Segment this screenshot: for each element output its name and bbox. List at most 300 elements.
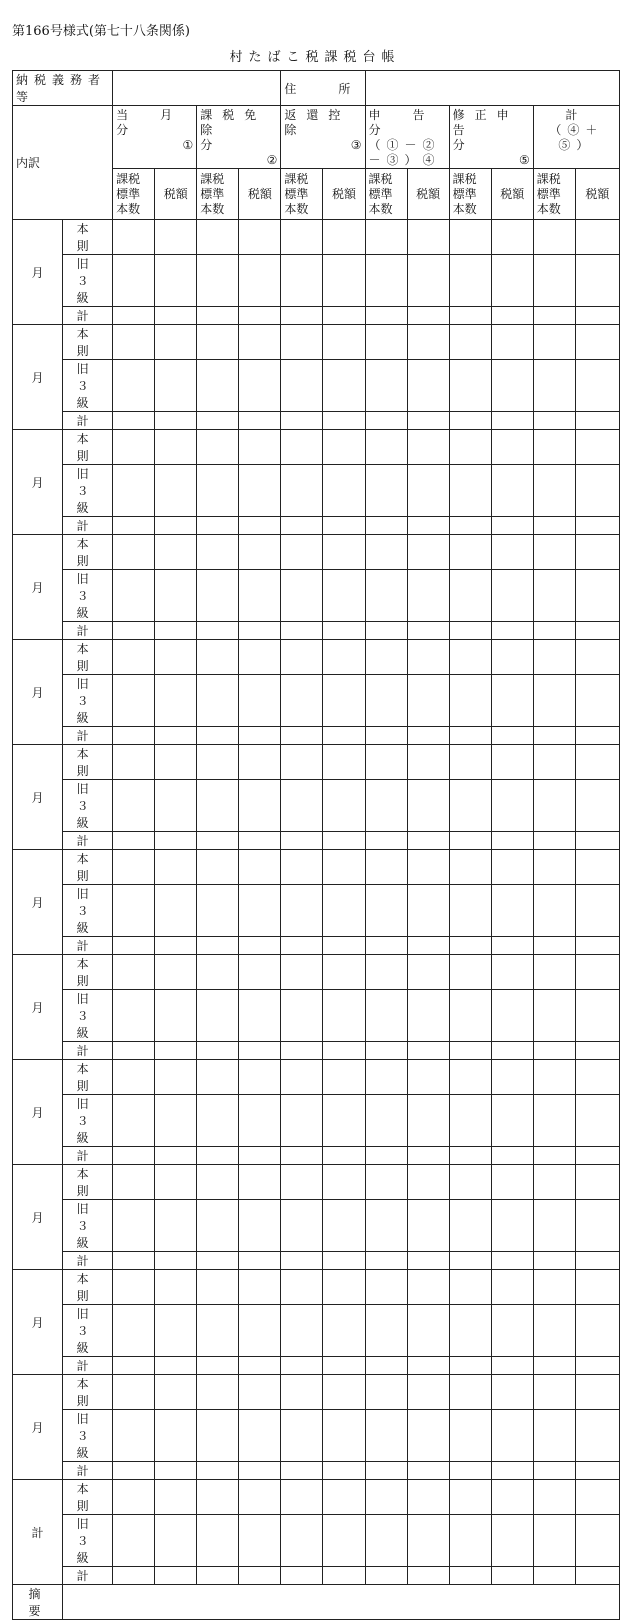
standard-count-cell[interactable] <box>113 1042 155 1060</box>
standard-count-cell[interactable] <box>449 360 491 412</box>
tax-amount-cell[interactable] <box>239 220 281 255</box>
standard-count-cell[interactable] <box>113 570 155 622</box>
standard-count-cell[interactable] <box>533 220 575 255</box>
standard-count-cell[interactable] <box>281 220 323 255</box>
tax-amount-cell[interactable] <box>407 535 449 570</box>
tax-amount-cell[interactable] <box>407 937 449 955</box>
standard-count-cell[interactable] <box>197 255 239 307</box>
tax-amount-cell[interactable] <box>323 1270 365 1305</box>
tax-amount-cell[interactable] <box>491 570 533 622</box>
standard-count-cell[interactable] <box>533 1515 575 1567</box>
tax-amount-cell[interactable] <box>575 255 619 307</box>
tax-amount-cell[interactable] <box>239 1375 281 1410</box>
tax-amount-cell[interactable] <box>491 622 533 640</box>
standard-count-cell[interactable] <box>533 745 575 780</box>
tax-amount-cell[interactable] <box>239 465 281 517</box>
standard-count-cell[interactable] <box>449 1515 491 1567</box>
standard-count-cell[interactable] <box>281 1462 323 1480</box>
standard-count-cell[interactable] <box>113 255 155 307</box>
tax-amount-cell[interactable] <box>323 1375 365 1410</box>
tax-amount-cell[interactable] <box>407 955 449 990</box>
standard-count-cell[interactable] <box>533 622 575 640</box>
tax-amount-cell[interactable] <box>155 255 197 307</box>
tax-amount-cell[interactable] <box>323 780 365 832</box>
standard-count-cell[interactable] <box>281 850 323 885</box>
standard-count-cell[interactable] <box>113 1410 155 1462</box>
tax-amount-cell[interactable] <box>155 885 197 937</box>
standard-count-cell[interactable] <box>197 1060 239 1095</box>
standard-count-cell[interactable] <box>281 832 323 850</box>
tax-amount-cell[interactable] <box>491 955 533 990</box>
standard-count-cell[interactable] <box>281 325 323 360</box>
tax-amount-cell[interactable] <box>491 1305 533 1357</box>
tax-amount-cell[interactable] <box>491 430 533 465</box>
standard-count-cell[interactable] <box>533 1462 575 1480</box>
tax-amount-cell[interactable] <box>239 622 281 640</box>
standard-count-cell[interactable] <box>365 307 407 325</box>
standard-count-cell[interactable] <box>365 570 407 622</box>
standard-count-cell[interactable] <box>533 1200 575 1252</box>
tax-amount-cell[interactable] <box>155 1270 197 1305</box>
standard-count-cell[interactable] <box>533 955 575 990</box>
tax-amount-cell[interactable] <box>575 780 619 832</box>
tax-amount-cell[interactable] <box>575 1357 619 1375</box>
tax-amount-cell[interactable] <box>155 535 197 570</box>
standard-count-cell[interactable] <box>533 307 575 325</box>
tax-amount-cell[interactable] <box>155 220 197 255</box>
tax-amount-cell[interactable] <box>575 307 619 325</box>
standard-count-cell[interactable] <box>113 1480 155 1515</box>
standard-count-cell[interactable] <box>449 307 491 325</box>
tax-amount-cell[interactable] <box>407 325 449 360</box>
tax-amount-cell[interactable] <box>575 1410 619 1462</box>
standard-count-cell[interactable] <box>281 1147 323 1165</box>
standard-count-cell[interactable] <box>113 1165 155 1200</box>
standard-count-cell[interactable] <box>281 622 323 640</box>
standard-count-cell[interactable] <box>281 1357 323 1375</box>
standard-count-cell[interactable] <box>281 1567 323 1585</box>
standard-count-cell[interactable] <box>365 220 407 255</box>
standard-count-cell[interactable] <box>113 885 155 937</box>
standard-count-cell[interactable] <box>365 1305 407 1357</box>
standard-count-cell[interactable] <box>281 1042 323 1060</box>
standard-count-cell[interactable] <box>449 727 491 745</box>
standard-count-cell[interactable] <box>533 1270 575 1305</box>
standard-count-cell[interactable] <box>197 1515 239 1567</box>
tax-amount-cell[interactable] <box>239 1410 281 1462</box>
tax-amount-cell[interactable] <box>239 850 281 885</box>
standard-count-cell[interactable] <box>449 517 491 535</box>
month-label[interactable]: 月 <box>13 535 63 640</box>
standard-count-cell[interactable] <box>197 1410 239 1462</box>
standard-count-cell[interactable] <box>281 307 323 325</box>
tax-amount-cell[interactable] <box>155 832 197 850</box>
tax-amount-cell[interactable] <box>491 1147 533 1165</box>
tax-amount-cell[interactable] <box>155 412 197 430</box>
standard-count-cell[interactable] <box>365 937 407 955</box>
tax-amount-cell[interactable] <box>323 220 365 255</box>
tax-amount-cell[interactable] <box>239 307 281 325</box>
standard-count-cell[interactable] <box>365 1147 407 1165</box>
tax-amount-cell[interactable] <box>323 360 365 412</box>
standard-count-cell[interactable] <box>365 622 407 640</box>
standard-count-cell[interactable] <box>197 1357 239 1375</box>
standard-count-cell[interactable] <box>197 1165 239 1200</box>
tax-amount-cell[interactable] <box>407 1375 449 1410</box>
tax-amount-cell[interactable] <box>323 1147 365 1165</box>
standard-count-cell[interactable] <box>533 412 575 430</box>
tax-amount-cell[interactable] <box>575 1200 619 1252</box>
standard-count-cell[interactable] <box>449 1200 491 1252</box>
tax-amount-cell[interactable] <box>323 1165 365 1200</box>
standard-count-cell[interactable] <box>449 1375 491 1410</box>
tax-amount-cell[interactable] <box>155 850 197 885</box>
tax-amount-cell[interactable] <box>323 1200 365 1252</box>
tax-amount-cell[interactable] <box>407 307 449 325</box>
standard-count-cell[interactable] <box>533 780 575 832</box>
tax-amount-cell[interactable] <box>491 307 533 325</box>
standard-count-cell[interactable] <box>281 517 323 535</box>
tax-amount-cell[interactable] <box>323 412 365 430</box>
tax-amount-cell[interactable] <box>239 1042 281 1060</box>
standard-count-cell[interactable] <box>113 1252 155 1270</box>
tax-amount-cell[interactable] <box>407 1270 449 1305</box>
standard-count-cell[interactable] <box>449 937 491 955</box>
standard-count-cell[interactable] <box>449 570 491 622</box>
tax-amount-cell[interactable] <box>407 255 449 307</box>
tax-amount-cell[interactable] <box>575 325 619 360</box>
standard-count-cell[interactable] <box>197 955 239 990</box>
standard-count-cell[interactable] <box>113 1567 155 1585</box>
tax-amount-cell[interactable] <box>239 1147 281 1165</box>
standard-count-cell[interactable] <box>449 1480 491 1515</box>
tax-amount-cell[interactable] <box>491 465 533 517</box>
standard-count-cell[interactable] <box>365 465 407 517</box>
tax-amount-cell[interactable] <box>575 517 619 535</box>
tax-amount-cell[interactable] <box>239 1095 281 1147</box>
standard-count-cell[interactable] <box>449 1357 491 1375</box>
tax-amount-cell[interactable] <box>323 955 365 990</box>
standard-count-cell[interactable] <box>533 1305 575 1357</box>
standard-count-cell[interactable] <box>365 325 407 360</box>
standard-count-cell[interactable] <box>533 1147 575 1165</box>
standard-count-cell[interactable] <box>281 780 323 832</box>
standard-count-cell[interactable] <box>281 1305 323 1357</box>
tax-amount-cell[interactable] <box>491 1480 533 1515</box>
tax-amount-cell[interactable] <box>323 1252 365 1270</box>
standard-count-cell[interactable] <box>365 675 407 727</box>
tax-amount-cell[interactable] <box>575 465 619 517</box>
standard-count-cell[interactable] <box>533 535 575 570</box>
tax-amount-cell[interactable] <box>323 535 365 570</box>
tax-amount-cell[interactable] <box>407 1462 449 1480</box>
standard-count-cell[interactable] <box>365 1480 407 1515</box>
tax-amount-cell[interactable] <box>323 850 365 885</box>
tax-amount-cell[interactable] <box>155 622 197 640</box>
standard-count-cell[interactable] <box>197 745 239 780</box>
tax-amount-cell[interactable] <box>407 570 449 622</box>
tax-amount-cell[interactable] <box>575 1480 619 1515</box>
tax-amount-cell[interactable] <box>239 885 281 937</box>
standard-count-cell[interactable] <box>113 937 155 955</box>
tax-amount-cell[interactable] <box>491 535 533 570</box>
tax-amount-cell[interactable] <box>155 990 197 1042</box>
standard-count-cell[interactable] <box>449 885 491 937</box>
standard-count-cell[interactable] <box>449 1165 491 1200</box>
standard-count-cell[interactable] <box>281 885 323 937</box>
taxpayer-field[interactable] <box>113 71 281 106</box>
standard-count-cell[interactable] <box>365 1357 407 1375</box>
tax-amount-cell[interactable] <box>407 990 449 1042</box>
standard-count-cell[interactable] <box>365 1165 407 1200</box>
standard-count-cell[interactable] <box>281 1375 323 1410</box>
tax-amount-cell[interactable] <box>407 850 449 885</box>
standard-count-cell[interactable] <box>365 255 407 307</box>
tax-amount-cell[interactable] <box>575 640 619 675</box>
standard-count-cell[interactable] <box>113 1305 155 1357</box>
tax-amount-cell[interactable] <box>155 430 197 465</box>
standard-count-cell[interactable] <box>533 1480 575 1515</box>
standard-count-cell[interactable] <box>533 937 575 955</box>
tax-amount-cell[interactable] <box>407 885 449 937</box>
tax-amount-cell[interactable] <box>491 1515 533 1567</box>
standard-count-cell[interactable] <box>449 1567 491 1585</box>
tax-amount-cell[interactable] <box>575 675 619 727</box>
tax-amount-cell[interactable] <box>407 1410 449 1462</box>
tax-amount-cell[interactable] <box>323 640 365 675</box>
tax-amount-cell[interactable] <box>575 955 619 990</box>
standard-count-cell[interactable] <box>365 1462 407 1480</box>
standard-count-cell[interactable] <box>113 1375 155 1410</box>
standard-count-cell[interactable] <box>365 832 407 850</box>
tax-amount-cell[interactable] <box>155 745 197 780</box>
standard-count-cell[interactable] <box>197 1200 239 1252</box>
standard-count-cell[interactable] <box>281 430 323 465</box>
standard-count-cell[interactable] <box>365 1270 407 1305</box>
tax-amount-cell[interactable] <box>239 1305 281 1357</box>
tax-amount-cell[interactable] <box>323 1060 365 1095</box>
standard-count-cell[interactable] <box>197 885 239 937</box>
standard-count-cell[interactable] <box>533 1410 575 1462</box>
standard-count-cell[interactable] <box>365 1515 407 1567</box>
standard-count-cell[interactable] <box>197 307 239 325</box>
tax-amount-cell[interactable] <box>407 1252 449 1270</box>
tax-amount-cell[interactable] <box>575 1165 619 1200</box>
standard-count-cell[interactable] <box>281 570 323 622</box>
tax-amount-cell[interactable] <box>575 570 619 622</box>
tax-amount-cell[interactable] <box>407 517 449 535</box>
standard-count-cell[interactable] <box>449 675 491 727</box>
standard-count-cell[interactable] <box>197 1375 239 1410</box>
tax-amount-cell[interactable] <box>323 1480 365 1515</box>
tax-amount-cell[interactable] <box>575 412 619 430</box>
tax-amount-cell[interactable] <box>575 535 619 570</box>
tax-amount-cell[interactable] <box>407 412 449 430</box>
tax-amount-cell[interactable] <box>407 1200 449 1252</box>
tax-amount-cell[interactable] <box>491 1252 533 1270</box>
standard-count-cell[interactable] <box>365 430 407 465</box>
tax-amount-cell[interactable] <box>491 1410 533 1462</box>
tax-amount-cell[interactable] <box>239 955 281 990</box>
tax-amount-cell[interactable] <box>323 570 365 622</box>
tax-amount-cell[interactable] <box>155 1480 197 1515</box>
standard-count-cell[interactable] <box>449 325 491 360</box>
standard-count-cell[interactable] <box>113 832 155 850</box>
standard-count-cell[interactable] <box>449 1095 491 1147</box>
standard-count-cell[interactable] <box>281 640 323 675</box>
tax-amount-cell[interactable] <box>155 1147 197 1165</box>
tax-amount-cell[interactable] <box>323 325 365 360</box>
tax-amount-cell[interactable] <box>155 1252 197 1270</box>
standard-count-cell[interactable] <box>113 727 155 745</box>
standard-count-cell[interactable] <box>365 412 407 430</box>
tax-amount-cell[interactable] <box>239 430 281 465</box>
standard-count-cell[interactable] <box>449 430 491 465</box>
standard-count-cell[interactable] <box>113 675 155 727</box>
standard-count-cell[interactable] <box>449 622 491 640</box>
tax-amount-cell[interactable] <box>575 745 619 780</box>
tax-amount-cell[interactable] <box>239 937 281 955</box>
tax-amount-cell[interactable] <box>239 832 281 850</box>
tax-amount-cell[interactable] <box>575 885 619 937</box>
tax-amount-cell[interactable] <box>407 220 449 255</box>
standard-count-cell[interactable] <box>365 1567 407 1585</box>
standard-count-cell[interactable] <box>197 1252 239 1270</box>
tax-amount-cell[interactable] <box>407 1515 449 1567</box>
standard-count-cell[interactable] <box>113 1095 155 1147</box>
standard-count-cell[interactable] <box>197 640 239 675</box>
tax-amount-cell[interactable] <box>575 832 619 850</box>
tax-amount-cell[interactable] <box>239 640 281 675</box>
standard-count-cell[interactable] <box>365 850 407 885</box>
tax-amount-cell[interactable] <box>407 727 449 745</box>
tax-amount-cell[interactable] <box>407 675 449 727</box>
tax-amount-cell[interactable] <box>491 220 533 255</box>
standard-count-cell[interactable] <box>449 1462 491 1480</box>
tax-amount-cell[interactable] <box>155 1060 197 1095</box>
tax-amount-cell[interactable] <box>239 325 281 360</box>
tax-amount-cell[interactable] <box>323 517 365 535</box>
standard-count-cell[interactable] <box>113 990 155 1042</box>
standard-count-cell[interactable] <box>449 780 491 832</box>
tax-amount-cell[interactable] <box>575 1095 619 1147</box>
tax-amount-cell[interactable] <box>155 1042 197 1060</box>
tax-amount-cell[interactable] <box>323 465 365 517</box>
tax-amount-cell[interactable] <box>239 255 281 307</box>
standard-count-cell[interactable] <box>533 640 575 675</box>
standard-count-cell[interactable] <box>281 990 323 1042</box>
tax-amount-cell[interactable] <box>239 780 281 832</box>
standard-count-cell[interactable] <box>113 780 155 832</box>
standard-count-cell[interactable] <box>449 255 491 307</box>
month-label[interactable]: 月 <box>13 1270 63 1375</box>
month-label[interactable]: 月 <box>13 325 63 430</box>
tax-amount-cell[interactable] <box>155 640 197 675</box>
standard-count-cell[interactable] <box>197 622 239 640</box>
standard-count-cell[interactable] <box>113 307 155 325</box>
tax-amount-cell[interactable] <box>575 1515 619 1567</box>
tax-amount-cell[interactable] <box>491 1357 533 1375</box>
tax-amount-cell[interactable] <box>491 1042 533 1060</box>
standard-count-cell[interactable] <box>365 727 407 745</box>
standard-count-cell[interactable] <box>197 1305 239 1357</box>
month-label[interactable]: 月 <box>13 955 63 1060</box>
tax-amount-cell[interactable] <box>407 1060 449 1095</box>
tax-amount-cell[interactable] <box>323 1042 365 1060</box>
standard-count-cell[interactable] <box>281 360 323 412</box>
tax-amount-cell[interactable] <box>323 1462 365 1480</box>
standard-count-cell[interactable] <box>281 1165 323 1200</box>
standard-count-cell[interactable] <box>365 1410 407 1462</box>
standard-count-cell[interactable] <box>197 675 239 727</box>
standard-count-cell[interactable] <box>449 220 491 255</box>
standard-count-cell[interactable] <box>533 360 575 412</box>
standard-count-cell[interactable] <box>113 1462 155 1480</box>
standard-count-cell[interactable] <box>365 955 407 990</box>
tax-amount-cell[interactable] <box>575 430 619 465</box>
standard-count-cell[interactable] <box>281 1095 323 1147</box>
standard-count-cell[interactable] <box>533 1252 575 1270</box>
tax-amount-cell[interactable] <box>239 535 281 570</box>
standard-count-cell[interactable] <box>449 1305 491 1357</box>
standard-count-cell[interactable] <box>449 832 491 850</box>
standard-count-cell[interactable] <box>533 465 575 517</box>
tax-amount-cell[interactable] <box>323 1357 365 1375</box>
tax-amount-cell[interactable] <box>323 430 365 465</box>
standard-count-cell[interactable] <box>533 325 575 360</box>
tax-amount-cell[interactable] <box>407 832 449 850</box>
tax-amount-cell[interactable] <box>575 1252 619 1270</box>
tax-amount-cell[interactable] <box>323 885 365 937</box>
tax-amount-cell[interactable] <box>155 465 197 517</box>
tax-amount-cell[interactable] <box>407 1095 449 1147</box>
standard-count-cell[interactable] <box>281 955 323 990</box>
standard-count-cell[interactable] <box>449 990 491 1042</box>
tax-amount-cell[interactable] <box>155 517 197 535</box>
standard-count-cell[interactable] <box>281 1480 323 1515</box>
tax-amount-cell[interactable] <box>239 360 281 412</box>
standard-count-cell[interactable] <box>365 1375 407 1410</box>
tax-amount-cell[interactable] <box>491 675 533 727</box>
tax-amount-cell[interactable] <box>239 517 281 535</box>
standard-count-cell[interactable] <box>197 727 239 745</box>
tax-amount-cell[interactable] <box>491 727 533 745</box>
tax-amount-cell[interactable] <box>575 1375 619 1410</box>
standard-count-cell[interactable] <box>449 465 491 517</box>
tax-amount-cell[interactable] <box>491 517 533 535</box>
standard-count-cell[interactable] <box>197 517 239 535</box>
standard-count-cell[interactable] <box>365 535 407 570</box>
standard-count-cell[interactable] <box>365 360 407 412</box>
tax-amount-cell[interactable] <box>575 220 619 255</box>
standard-count-cell[interactable] <box>533 832 575 850</box>
tax-amount-cell[interactable] <box>155 1200 197 1252</box>
tax-amount-cell[interactable] <box>155 1165 197 1200</box>
standard-count-cell[interactable] <box>197 360 239 412</box>
tax-amount-cell[interactable] <box>155 1095 197 1147</box>
standard-count-cell[interactable] <box>113 1147 155 1165</box>
tax-amount-cell[interactable] <box>407 1480 449 1515</box>
standard-count-cell[interactable] <box>449 535 491 570</box>
tax-amount-cell[interactable] <box>491 937 533 955</box>
standard-count-cell[interactable] <box>533 727 575 745</box>
standard-count-cell[interactable] <box>365 745 407 780</box>
standard-count-cell[interactable] <box>197 1480 239 1515</box>
standard-count-cell[interactable] <box>281 745 323 780</box>
standard-count-cell[interactable] <box>197 430 239 465</box>
standard-count-cell[interactable] <box>197 850 239 885</box>
standard-count-cell[interactable] <box>113 465 155 517</box>
